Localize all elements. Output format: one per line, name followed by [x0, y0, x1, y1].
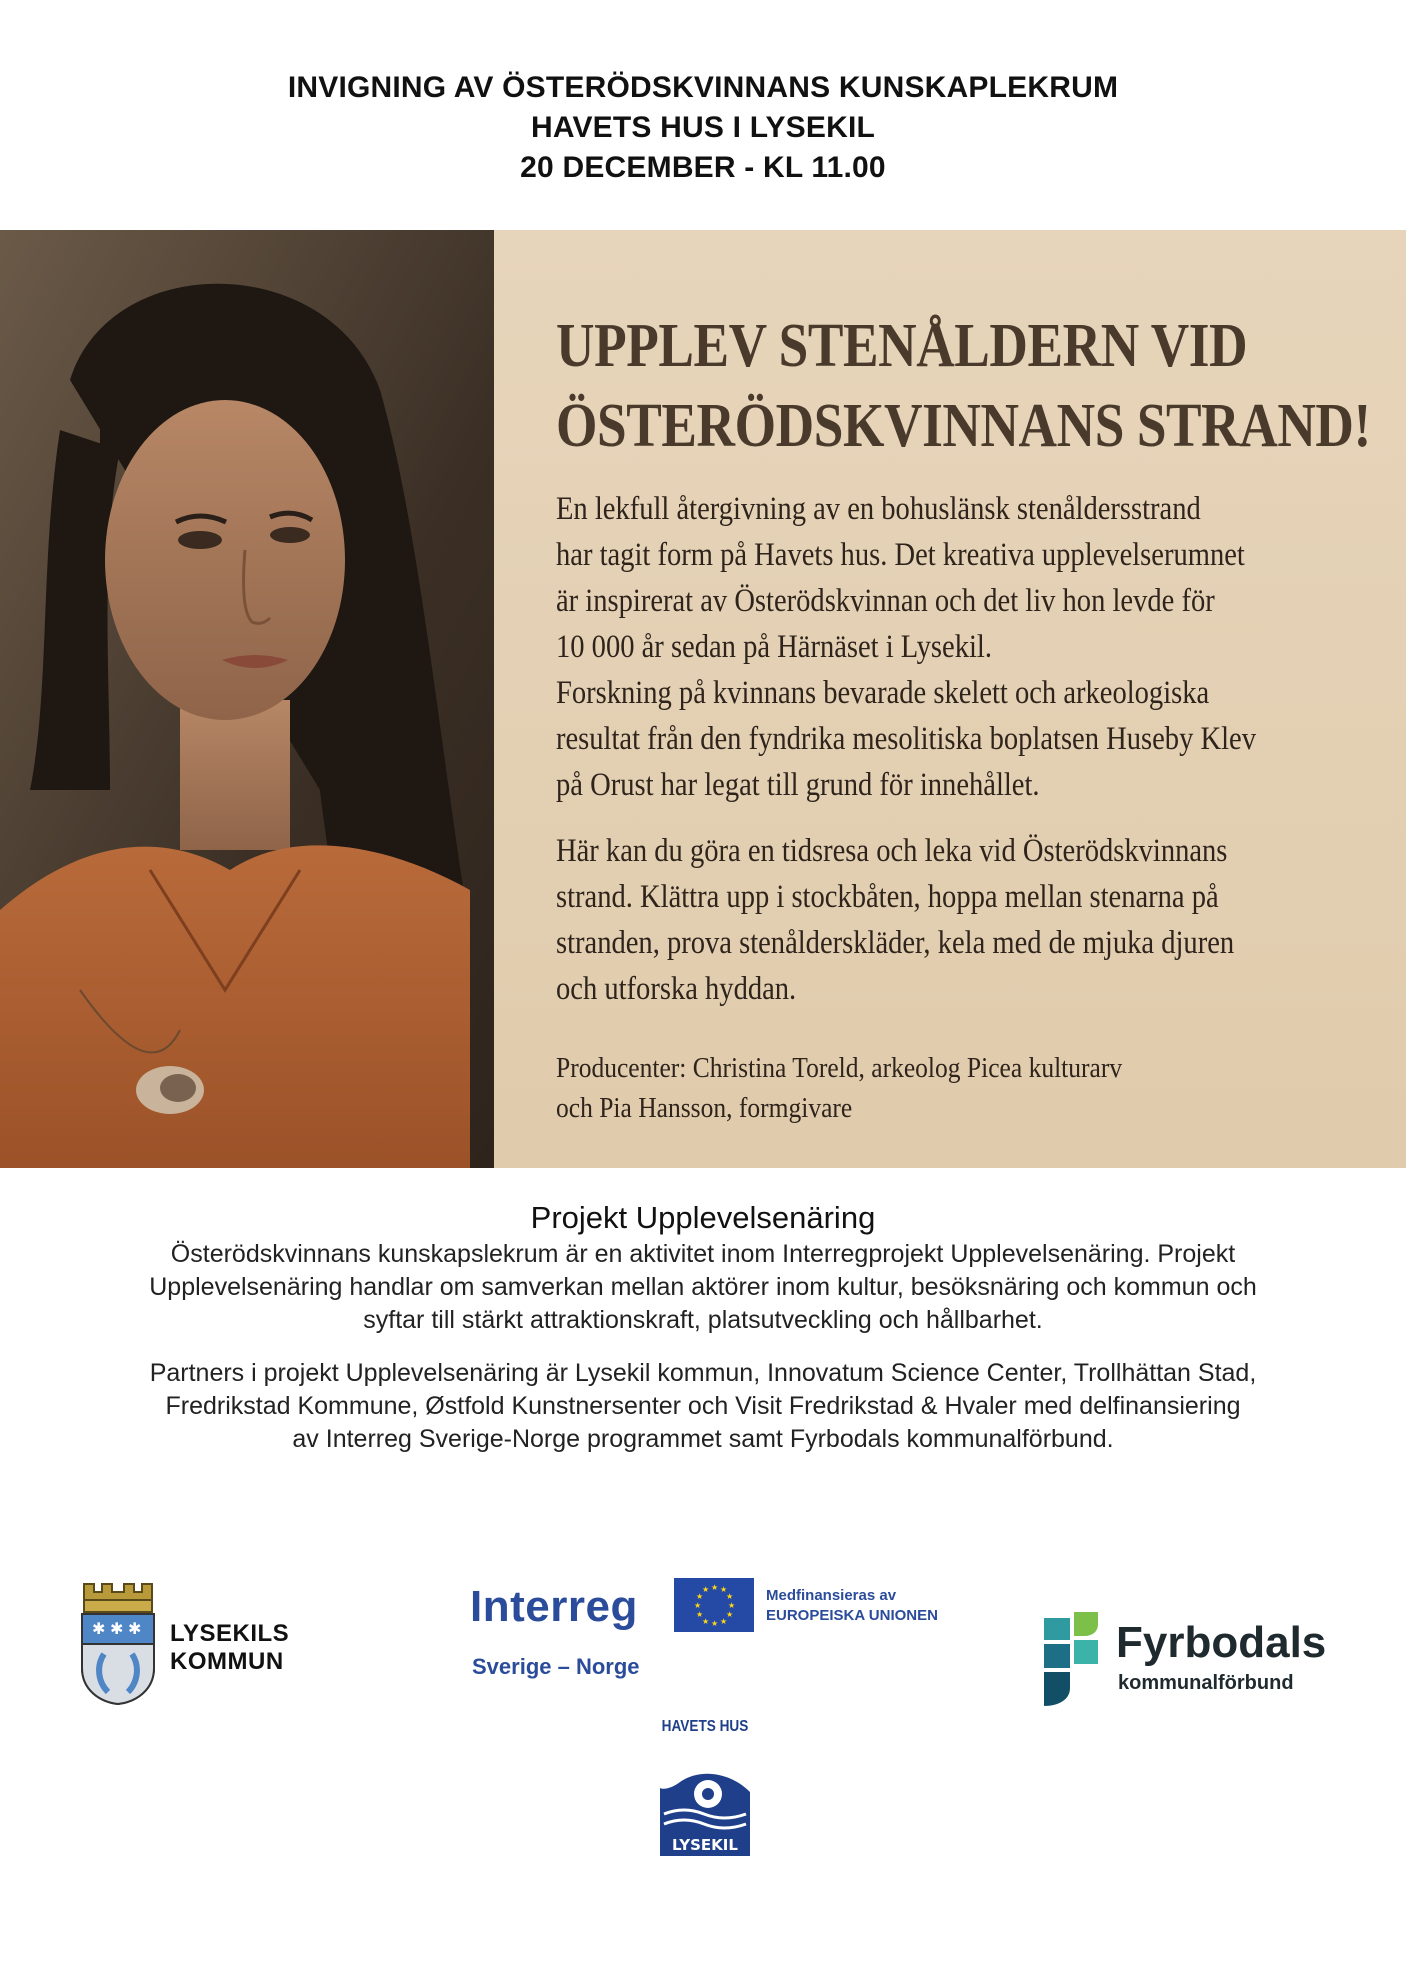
lysekil-coat-of-arms-icon	[78, 1582, 158, 1706]
woman-portrait-photo	[0, 230, 494, 1168]
eu-flag-icon	[674, 1578, 754, 1632]
header-line-2: HAVETS HUS I LYSEKIL	[530, 111, 876, 144]
project-section	[0, 1198, 1406, 1456]
body-line: Här kan du göra en tidsresa och leka vid Österödskvinnans	[556, 833, 1228, 869]
havets-wave-icon	[650, 1742, 760, 1858]
interreg-subtitle: Sverige – Norge	[472, 1654, 640, 1679]
svg-text:★: ★	[726, 1610, 734, 1619]
fyrbodals-logo	[1034, 1610, 1334, 1710]
body-line: är inspirerat av Österödskvinnan och det liv hon levde för	[556, 583, 1215, 619]
svg-text:★: ★	[711, 1619, 719, 1628]
svg-text:★: ★	[726, 1592, 734, 1601]
body-line: har tagit form på Havets hus. Det kreativa upplevelserumnet	[556, 537, 1245, 573]
svg-text:★: ★	[702, 1585, 710, 1594]
eu-line-1: Medfinansieras av	[766, 1587, 897, 1604]
hero-title-line-1: UPPLEV STENÅLDERN VID	[556, 312, 1248, 380]
header-line-1: INVIGNING AV ÖSTERÖDSKVINNANS KUNSKAPLEKRUM	[287, 71, 1119, 104]
body-line: strand. Klättra upp i stockbåten, hoppa mellan stenarna på	[556, 879, 1219, 915]
hero-section	[0, 230, 1406, 1168]
svg-text:★: ★	[711, 1583, 719, 1592]
project-para-2-line: Partners i projekt Upplevelsenäring är Lysekil kommun, Innovatum Science Center, Trollhättan Stad,	[149, 1359, 1257, 1387]
producers-credit	[556, 1048, 1260, 1128]
body-line: på Orust har legat till grund för innehållet.	[556, 767, 1040, 803]
project-title: Projekt Upplevelsenäring	[530, 1200, 876, 1235]
havets-hus-logo	[650, 1718, 760, 1858]
interreg-logo	[470, 1578, 950, 1688]
portrait-illustration	[0, 230, 494, 1168]
svg-text:★: ★	[702, 1617, 710, 1626]
producers-line-1: Producenter: Christina Toreld, arkeolog Picea kulturarv	[556, 1052, 1123, 1084]
lysekil-line-1: LYSEKILS	[170, 1620, 290, 1647]
lysekils-kommun-logo	[78, 1582, 308, 1712]
svg-text:★: ★	[696, 1610, 704, 1619]
eu-cofinancing-text	[766, 1586, 938, 1626]
body-line: 10 000 år sedan på Härnäset i Lysekil.	[556, 629, 992, 665]
svg-text:★: ★	[694, 1601, 702, 1610]
fyrbodals-name: Fyrbodals	[1116, 1618, 1327, 1667]
project-para-2-line: Fredrikstad Kommune, Østfold Kunstnersenter och Visit Fredrikstad & Hvaler med delfinansiering	[165, 1392, 1241, 1420]
havets-lysekil-label: LYSEKIL	[672, 1836, 738, 1854]
body-line: och utforska hyddan.	[556, 971, 797, 1007]
eu-line-2: EUROPEISKA UNIONEN	[766, 1607, 938, 1624]
fyrbodals-subtitle: kommunalförbund	[1118, 1672, 1294, 1694]
lysekil-line-2: KOMMUN	[170, 1648, 284, 1675]
project-para-1-line: Upplevelsenäring handlar om samverkan mellan aktörer inom kultur, besöksnäring och kommun och	[149, 1273, 1257, 1301]
header-line-3: 20 DECEMBER - KL 11.00	[520, 151, 886, 184]
svg-text:✱: ✱	[128, 1619, 142, 1638]
fyrbodals-mark-icon	[1034, 1610, 1104, 1710]
producers-line-2: och Pia Hansson, formgivare	[556, 1092, 853, 1124]
body-line: En lekfull återgivning av en bohuslänsk stenåldersstrand	[556, 491, 1201, 527]
svg-text:★: ★	[728, 1601, 736, 1610]
interreg-wordmark: Interreg	[470, 1582, 638, 1631]
hero-title-line-2: ÖSTERÖDSKVINNANS STRAND!	[556, 392, 1371, 460]
havets-hus-title: HAVETS HUS	[661, 1718, 749, 1735]
svg-text:✱: ✱	[92, 1619, 106, 1638]
body-line: resultat från den fyndrika mesolitiska boplatsen Huseby Klev	[556, 721, 1256, 757]
event-header	[0, 68, 1406, 188]
svg-text:★: ★	[696, 1592, 704, 1601]
project-para-2-line: av Interreg Sverige-Norge programmet samt Fyrbodals kommunalförbund.	[292, 1425, 1114, 1453]
lysekil-wordmark	[170, 1620, 289, 1676]
body-line: stranden, prova stenålderskläder, kela med de mjuka djuren	[556, 925, 1235, 961]
project-para-1-line: Österödskvinnans kunskapslekrum är en aktivitet inom Interregprojekt Upplevelsenäring. Projekt	[170, 1240, 1236, 1268]
hero-title	[556, 306, 1371, 466]
hero-description	[556, 486, 1335, 1012]
svg-text:★: ★	[720, 1585, 728, 1594]
body-line: Forskning på kvinnans bevarade skelett och arkeologiska	[556, 675, 1210, 711]
project-para-1-line: syftar till stärkt attraktionskraft, platsutveckling och hållbarhet.	[363, 1306, 1043, 1334]
svg-text:★: ★	[720, 1617, 728, 1626]
info-panel	[494, 230, 1406, 1168]
svg-text:✱: ✱	[110, 1619, 124, 1638]
